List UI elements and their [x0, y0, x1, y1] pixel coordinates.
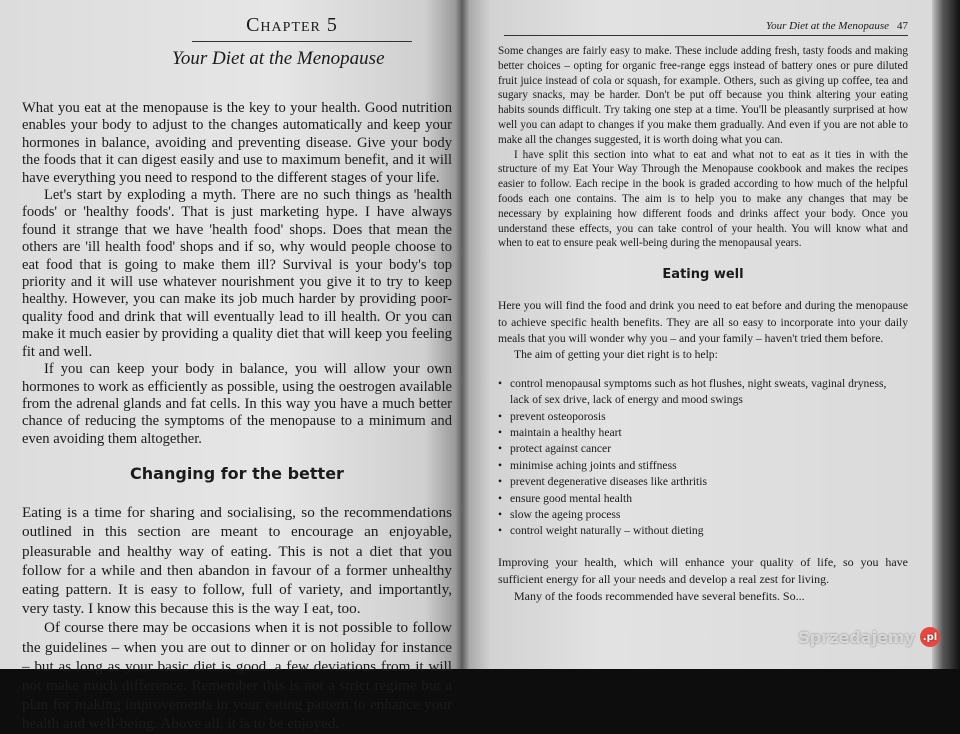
closing-paragraphs	[498, 554, 908, 605]
section-paragraphs	[22, 503, 462, 733]
paragraph: Many of the foods recommended have several benefits. So...	[514, 588, 805, 603]
right-page	[462, 0, 932, 669]
list-item: • minimise aching joints and stiffness	[498, 458, 908, 474]
watermark-badge-icon: .pl	[920, 627, 940, 647]
left-page	[0, 0, 462, 733]
paragraph: Eating is a time for sharing and socialising, so the recommendations outlined in this section are meant to encourage an enjoyable, pleasurable and healthy way of eating. This is not a diet that you follow for a while and then abandon in favour of a former unhealthy eating pattern. It is easy to follow, full of variety, and importantly, very tasty. I know this because this is the way I eat, too.	[22, 504, 452, 618]
paragraph: Here you will find the food and drink you need to eat before and during the menopause to achieve specific health benefits. They are all so easy to incorporate into your daily meals that you will wonder why you – and your family – haven't tried them before.	[498, 299, 908, 345]
intro-paragraphs	[22, 100, 462, 448]
running-head	[504, 20, 908, 36]
list-item: • slow the ageing process	[498, 507, 908, 523]
list-item: • control menopausal symptoms such as hot flushes, night sweats, vaginal dryness, lack of sex drive, lack of energy and mood swings	[498, 376, 908, 409]
chapter-rule	[192, 41, 412, 42]
eating-well-paragraphs	[498, 298, 908, 364]
section-heading: Changing for the better	[130, 464, 344, 484]
watermark	[798, 627, 940, 647]
list-item: • protect against cancer	[498, 441, 908, 457]
list-item: • prevent osteoporosis	[498, 409, 908, 425]
paragraph: Of course there may be occasions when it is not possible to follow the guidelines – when you are out to dinner or on holiday for instance – but as long as your basic diet is good, a few deviations from it will not make much difference. Remember this is not a strict regime but a plan for making improvements in your eating pattern to enhance your health and well-being. Above all, it is to be enjoyed.	[22, 619, 452, 733]
paragraph: If you can keep your body in balance, you will allow your own hormones to work as efficiently as possible, using the oestrogen available from the adrenal glands and fat cells. In this way you have a much better chance of reducing the symptoms of the menopause to a minimum and even avoiding them altogether.	[22, 361, 452, 447]
paragraph: Let's start by exploding a myth. There are no such things as 'health foods' or 'healthy foods'. That is just marketing hype. I have always found it strange that we have 'health food' shops. Does that mean the others are 'ill health food' shops and if so, why would people choose to eat food that is going to make them ill? Survival is your body's top priority and it will use whatever nourishment you give it to try to keep healthy. However, you can make its job much harder by providing poor-quality food and drink that will eventually lead to ill health. Or you can make it much easier by providing a quality diet that will keep you feeling fit and well.	[22, 187, 452, 360]
paragraph: Improving your health, which will enhance your quality of life, so you have sufficient energy for all your needs and develop a real zest for living.	[498, 554, 908, 586]
paragraph: What you eat at the menopause is the key to your health. Good nutrition enables your body to adjust to the changes automatically and keep your hormones in balance, avoiding and preventing disease. Give your body the foods that it can digest easily and use to maximum benefit, and it will have everything you need to respond to the different stages of your life.	[22, 100, 452, 186]
running-head-title: Your Diet at the Menopause	[765, 20, 889, 32]
opening-paragraphs	[498, 44, 908, 251]
page-number: 47	[897, 20, 908, 32]
list-item: • maintain a healthy heart	[498, 425, 908, 441]
list-item: • ensure good mental health	[498, 491, 908, 507]
benefit-list	[498, 376, 908, 540]
book-gutter	[455, 0, 469, 669]
chapter-label: Chapter 5	[246, 14, 338, 36]
page-edge-shadow	[932, 0, 960, 669]
paragraph: The aim of getting your diet right is to help:	[514, 348, 718, 362]
list-item: • prevent degenerative diseases like arthritis	[498, 474, 908, 490]
chapter-title: Your Diet at the Menopause	[172, 48, 385, 69]
section-heading: Eating well	[662, 267, 744, 283]
paragraph: I have split this section into what to eat and what not to eat as it ties in with the structure of my Eat Your Way Through the Menopause cookbook and makes the recipes easier to follow. Each recipe in the book is graded according to how much of the helpful foods each one contains. The aim is to help you to make any changes that may be necessary by explaining how different foods and drinks affect your body. Once you understand these effects, you can take control of your health. You will know what and when to eat to ensure peak well-being during the menopausal years.	[498, 148, 908, 250]
watermark-text: Sprzedajemy	[798, 627, 915, 647]
paragraph: Some changes are fairly easy to make. These include adding fresh, tasty foods and making better choices – opting for organic free-range eggs instead of battery ones or pure diluted fruit juice instead of cola or squash, for example. Others, such as giving up coffee, tea and sugary snacks, may be harder. Don't be put off because you think altering your eating habits sounds difficult. Try taking one step at a time. You'll be pleasantly surprised at how well you can adapt to changes if you make them gradually. And even if you are not able to make all the changes suggested, it is worth doing what you can.	[498, 45, 908, 146]
list-item: • control weight naturally – without dieting	[498, 523, 908, 539]
